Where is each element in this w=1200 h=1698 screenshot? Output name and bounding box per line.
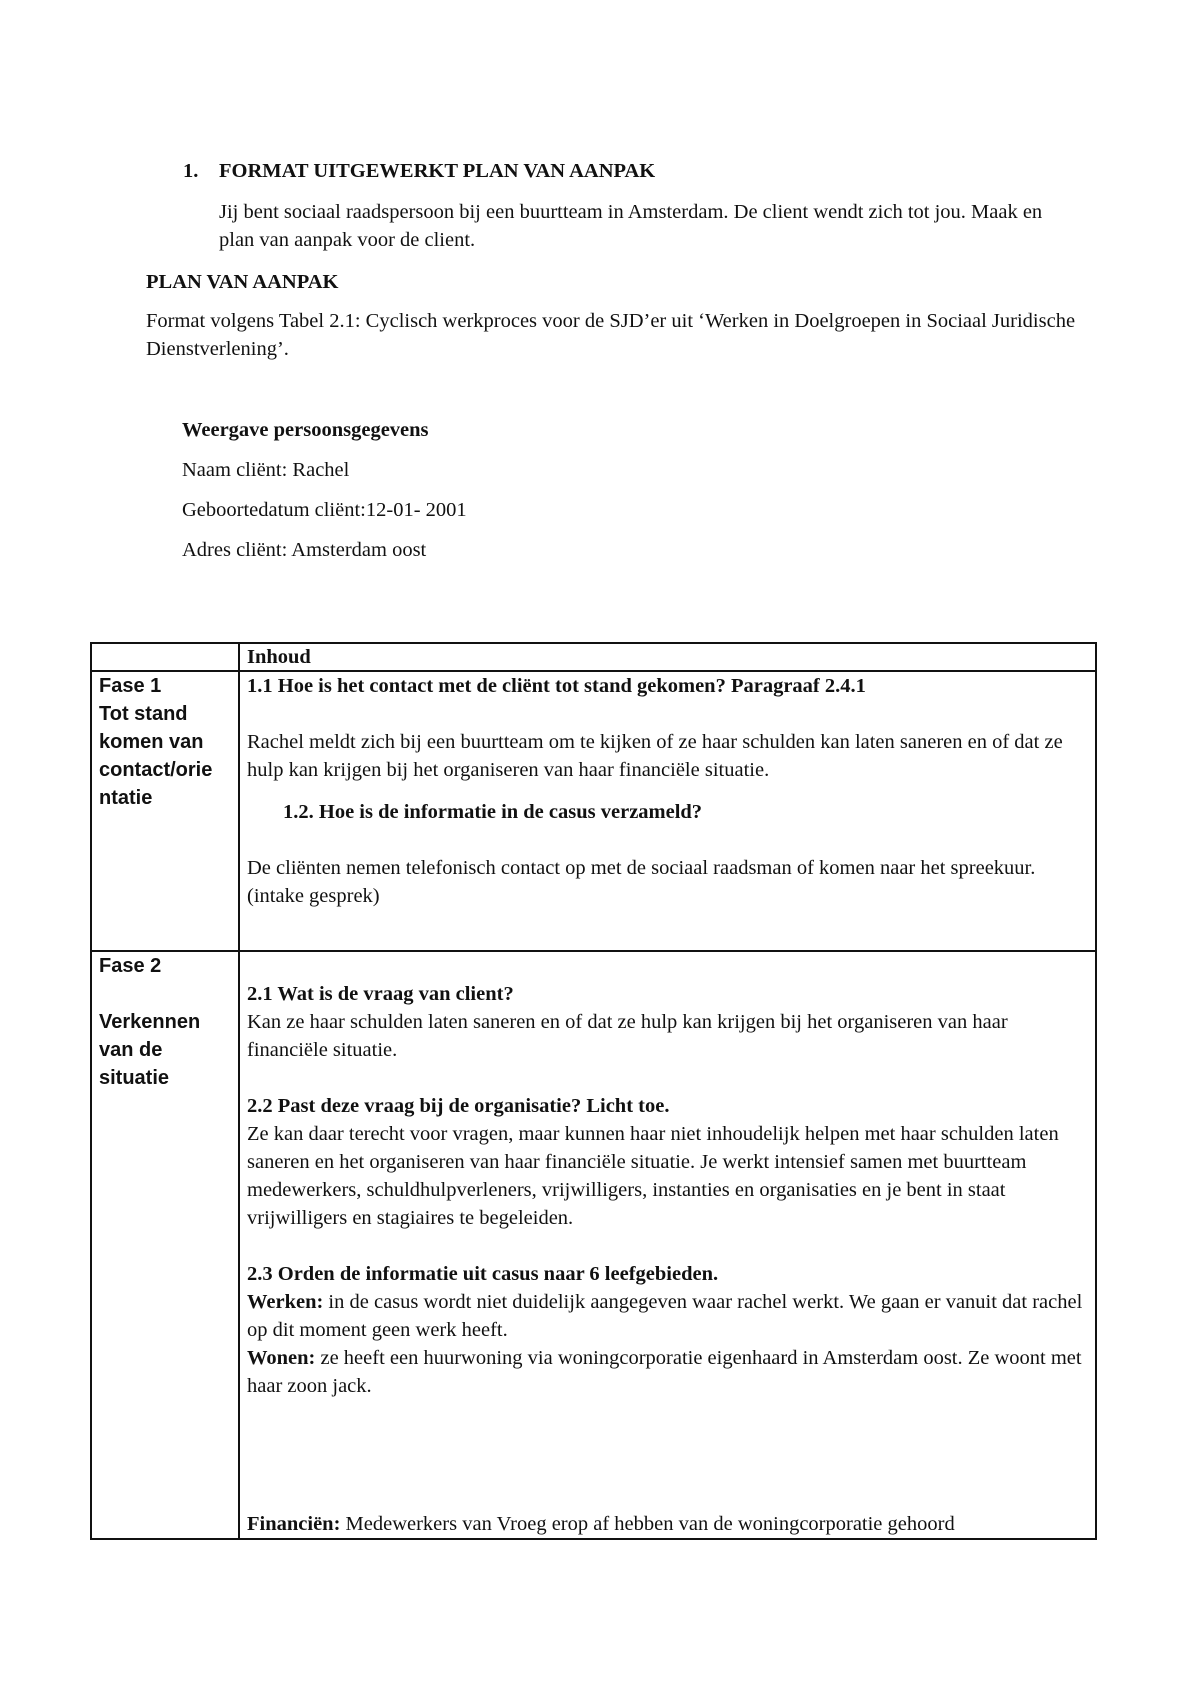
- header-phase-cell: [91, 643, 239, 671]
- fase1-content-cell: [239, 671, 1096, 951]
- fase2-financien: [247, 1510, 955, 1538]
- fase2-phase-title: Fase 2: [99, 955, 162, 977]
- fase1-answer-2: De cliënten nemen telefonisch contact op met de sociaal raadsman of komen naar het spreekuur. (intake gesprek): [247, 857, 1036, 907]
- format-text: Format volgens Tabel 2.1: Cyclisch werkproces voor de SJD’er uit ‘Werken in Doelgroepen in Sociaal Juridische Dienstverlening’.: [146, 310, 1076, 360]
- fase1-phase-line: Tot stand: [99, 703, 188, 725]
- fase1-phase-cell: [91, 671, 239, 951]
- fase1-answer-1: Rachel meldt zich bij een buurtteam om te kijken of ze haar schulden kan laten saneren en of dat ze hulp kan krijgen bij het organiseren van haar financiële situatie.: [247, 731, 1063, 781]
- wonen-text: ze heeft een huurwoning via woningcorporatie eigenhaard in Amsterdam oost. Ze woont met haar zoon jack.: [247, 1347, 1082, 1397]
- client-name: Naam cliënt: Rachel: [182, 459, 350, 481]
- intro-text: Jij bent sociaal raadspersoon bij een buurtteam in Amsterdam. De client wendt zich tot jou. Maak en plan van aanpak voor de client.: [219, 201, 1043, 251]
- fase2-phase-cell: [91, 951, 239, 1539]
- plan-title: PLAN VAN AANPAK: [146, 271, 339, 293]
- fase2-question-1: 2.1 Wat is de vraag van client?: [247, 983, 514, 1005]
- financien-label: Financiën:: [247, 1513, 341, 1535]
- fase1-question-1: 1.1 Hoe is het contact met de cliënt tot stand gekomen? Paragraaf 2.4.1: [247, 675, 866, 697]
- werken-label: Werken:: [247, 1291, 324, 1313]
- fase1-phase-line: ntatie: [99, 787, 153, 809]
- fase1-phase-line: Fase 1: [99, 675, 162, 697]
- financien-text: Medewerkers van Vroeg erop af hebben van de woningcorporatie gehoord: [340, 1513, 955, 1535]
- header-content-cell: Inhoud: [239, 643, 1096, 671]
- fase1-phase-line: komen van: [99, 731, 204, 753]
- werken-text: in de casus wordt niet duidelijk aangegeven waar rachel werkt. We gaan er vanuit dat rachel op dit moment geen werk heeft.: [247, 1291, 1083, 1341]
- fase2-phase-line: van de: [99, 1039, 163, 1061]
- fase1-question-2: 1.2. Hoe is de informatie in de casus verzameld?: [283, 801, 703, 823]
- fase2-answer-1: Kan ze haar schulden laten saneren en of dat ze hulp kan krijgen bij het organiseren van haar financiële situatie.: [247, 1011, 1008, 1061]
- table-row-fase2: [91, 951, 1096, 1539]
- table-row-fase1: [91, 671, 1096, 951]
- heading-number: 1.: [183, 160, 199, 182]
- fase2-phase-line: situatie: [99, 1067, 170, 1089]
- fase1-phase-line: contact/orie: [99, 759, 213, 781]
- fase2-wonen: [247, 1344, 1088, 1400]
- table-header-row: [91, 643, 1096, 671]
- plan-table: [90, 642, 1097, 1540]
- fase2-question-3: 2.3 Orden de informatie uit casus naar 6 leefgebieden.: [247, 1263, 719, 1285]
- wonen-label: Wonen:: [247, 1347, 316, 1369]
- personal-data-title: Weergave persoonsgegevens: [182, 419, 429, 441]
- fase2-content-cell: [239, 951, 1096, 1539]
- fase2-answer-2: Ze kan daar terecht voor vragen, maar kunnen haar niet inhoudelijk helpen met haar schulden laten saneren en het organiseren van haar financiële situatie. Je werkt intensief samen met buurtteam medewerkers, schuldhulpverleners, vrijwilligers, instanties en organisaties en je bent in staat vrijwilligers en stagiaires te begeleiden.: [247, 1123, 1059, 1229]
- fase2-phase-line: Verkennen: [99, 1011, 201, 1033]
- heading-title: FORMAT UITGEWERKT PLAN VAN AANPAK: [219, 160, 656, 182]
- client-birthdate: Geboortedatum cliënt:12-01- 2001: [182, 499, 467, 521]
- fase2-question-2: 2.2 Past deze vraag bij de organisatie? Licht toe.: [247, 1095, 670, 1117]
- client-address: Adres cliënt: Amsterdam oost: [182, 539, 427, 561]
- fase2-werken: [247, 1288, 1088, 1344]
